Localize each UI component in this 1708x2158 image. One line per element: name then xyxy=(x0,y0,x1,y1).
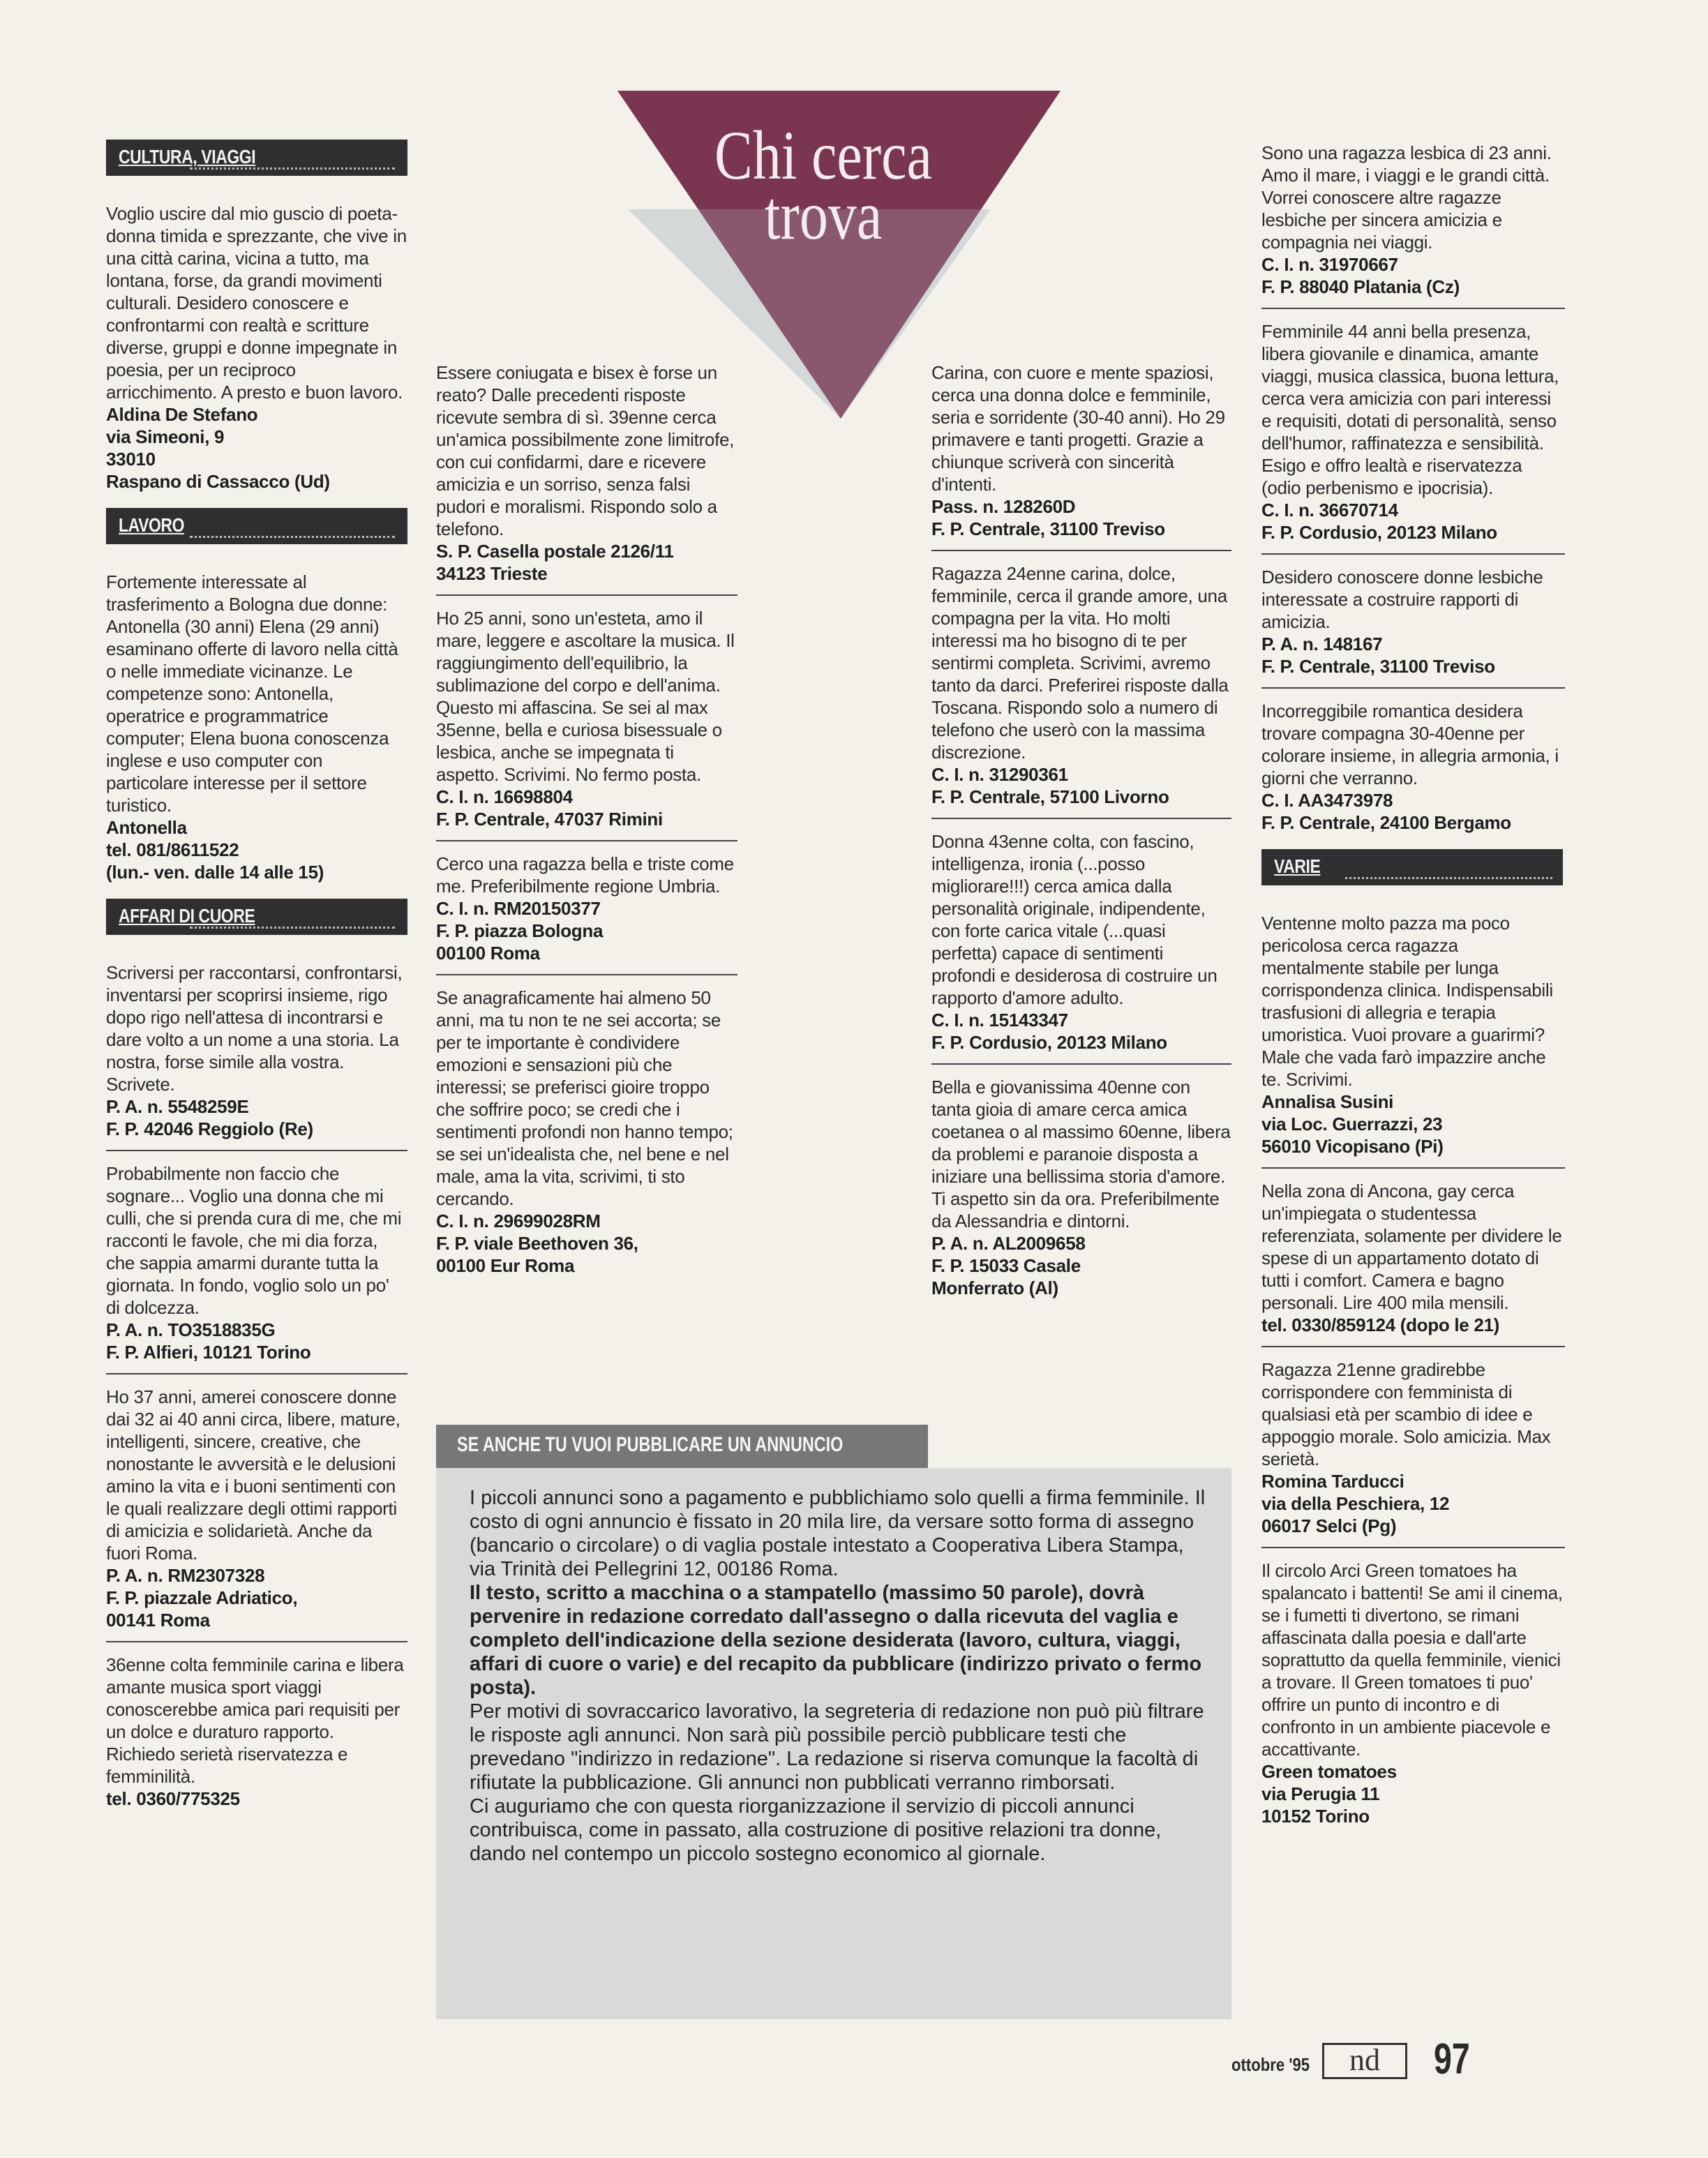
ad-contact: C. I. n. 36670714 F. P. Cordusio, 20123 Milano xyxy=(1261,500,1497,543)
ad-contact: P. A. n. 148167 F. P. Centrale, 31100 Treviso xyxy=(1261,634,1495,677)
ad-text: Ventenne molto pazza ma poco pericolosa cerca ragazza mentalmente stabile per lunga corrispondenza clinica. Indispensabili trasfusioni di allegria e terapia umoristica. Vuoi provare a guarirmi? Male che vada farò impazzire anche te. Scrivimi. xyxy=(1261,913,1553,1090)
ad-separator xyxy=(1261,553,1565,555)
ad-separator xyxy=(1261,1346,1565,1347)
classified-ad xyxy=(1261,912,1565,1157)
ad-separator xyxy=(1261,308,1565,309)
announce-paragraph: Per motivi di sovraccarico lavorativo, la segreteria di redazione non può più filtrare le risposte agli annunci. Non sarà più possibile perciò pubblicare testi che prevedano "indirizzo in redazione". La redazione si riserva comunque la facoltà di rifiutate la pubblicazione. Gli annunci non pubblicati verranno rimborsati. xyxy=(470,1700,1204,1794)
ad-contact: tel. 0360/775325 xyxy=(106,1788,240,1809)
ad-contact: Pass. n. 128260D F. P. Centrale, 31100 Treviso xyxy=(931,496,1165,539)
classified-ad xyxy=(106,571,407,883)
ad-contact: C. I. n. 15143347 F. P. Cordusio, 20123 Milano xyxy=(931,1010,1167,1053)
ad-contact: P. A. n. AL2009658 F. P. 15033 Casale Monferrato (Al) xyxy=(931,1233,1086,1298)
ad-text: 36enne colta femminile carina e libera amante musica sport viaggi conoscerebbe amica pari requisiti per un dolce e duraturo rapporto. Richiedo serietà riservatezza e femminilità. xyxy=(106,1654,404,1787)
ad-text: Cerco una ragazza bella e triste come me. Preferibilmente regione Umbria. xyxy=(436,853,734,897)
ad-text: Ho 25 anni, sono un'esteta, amo il mare, leggere e ascoltare la musica. Il raggiungimento dell'equilibrio, la sublimazione del corpo e dell'anima. Questo mi affascina. Se sei al max 35enne, bella e curiosa bisessuale o lesbica, anche se impegnata ti aspetto. Scrivimi. No fermo posta. xyxy=(436,608,735,785)
ad-separator xyxy=(931,818,1231,819)
classified-ad xyxy=(106,1386,407,1631)
ad-text: Ragazza 24enne carina, dolce, femminile, cerca il grande amore, una compagna per la vita. Ho molti interessi ma ho bisogno di te per sentirmi completa. Scrivimi, avremo tanto da darci. Preferirei risposte dalla Toscana. Rispondo solo a numero di telefono che userò con la massima discrezione. xyxy=(931,563,1229,763)
section-header-cultura xyxy=(106,140,407,177)
classified-ad xyxy=(436,853,737,964)
column-2 xyxy=(436,361,737,1277)
classified-ad xyxy=(106,961,407,1140)
section-header-affari xyxy=(106,899,407,936)
classified-ad xyxy=(1261,142,1565,298)
ad-separator xyxy=(436,840,737,841)
ad-contact: Antonella tel. 081/8611522 (lun.- ven. dalle 14 alle 15) xyxy=(106,817,324,883)
ad-text: Bella e giovanissima 40enne con tanta gioia di amare cerca amica coetanea o al massimo 60enne, libera da problemi e paranoie disposta a iniziare una bellissima storia d'amore. Ti aspetto sin da ora. Preferibilmente da Alessandria e dintorni. xyxy=(931,1077,1231,1231)
ad-separator xyxy=(931,550,1231,551)
ad-contact: tel. 0330/859124 (dopo le 21) xyxy=(1261,1314,1500,1335)
ad-text: Essere coniugata e bisex è forse un reato? Dalle precedenti risposte ricevute sembra di sì. 39enne cerca un'amica possibilmente zone limitrofe, con cui confidarmi, dare e ricevere amicizia e un sorriso, senza falsi pudori e moralismi. Rispondo solo a telefono. xyxy=(436,362,735,539)
column-3 xyxy=(931,361,1231,1299)
classified-ad xyxy=(1261,700,1565,834)
classified-ad xyxy=(1261,1180,1565,1336)
ad-contact: C. I. n. RM20150377 F. P. piazza Bologna 00100 Roma xyxy=(436,898,604,964)
announce-paragraph: I piccoli annunci sono a pagamento e pubblichiamo solo quelli a firma femminile. Il costo di ogni annuncio è fissato in 20 mila lire, da versare sotto forma di assegno (bancario o circolare) o di vaglia postale intestato a Cooperativa Libera Stampa, via Trinità dei Pellegrini 12, 00186 Roma. xyxy=(470,1487,1206,1580)
ad-contact: C. I. AA3473978 F. P. Centrale, 24100 Bergamo xyxy=(1261,790,1511,833)
announce-text xyxy=(470,1486,1213,1866)
ad-text: Fortemente interessate al trasferimento a Bologna due donne: Antonella (30 anni) Elena (29 anni) esaminano offerte di lavoro nella città o nelle immediate vicinanze. Le competenze sono: Antonella, operatrice e programmatrice computer; Elena buona conoscenza inglese e uso computer con particolare interesse per il settore turistico. xyxy=(106,571,398,816)
ad-text: Donna 43enne colta, con fascino, intelligenza, ironia (...posso migliorare!!!) cerca amica dalla personalità originale, indipendente, con forte carica vitale (...quasi perfetta) capace di sentimenti profondi e desiderosa di costruire un rapporto d'amore adulto. xyxy=(931,831,1218,1008)
ad-text: Ragazza 21enne gradirebbe corrispondere con femminista di qualsiasi età per scambio di idee e appoggio morale. Solo amicizia. Max serietà. xyxy=(1261,1359,1551,1469)
page-title: Chi cerca trova xyxy=(714,117,932,254)
ad-text: Probabilmente non faccio che sognare... Voglio una donna che mi culli, che si prenda cura di me, che mi racconti le favole, che mi dia forza, che sappia amarmi durante tutta la giornata. In fondo, voglio solo un po' di dolcezza. xyxy=(106,1163,402,1318)
classified-ad xyxy=(106,1654,407,1810)
ad-text: Desidero conoscere donne lesbiche interessate a costruire rapporti di amicizia. xyxy=(1261,567,1543,632)
ad-contact: C. I. n. 16698804 F. P. Centrale, 47037 Rimini xyxy=(436,786,663,830)
announce-title: SE ANCHE TU VUOI PUBBLICARE UN ANNUNCIO xyxy=(457,1433,844,1456)
ad-text: Nella zona di Ancona, gay cerca un'impiegata o studentessa referenziata, solamente per dividere le spese di un appartamento dotato di tutti i comfort. Camera e bagno personali. Lire 400 mila mensili. xyxy=(1261,1181,1562,1313)
ad-contact: Annalisa Susini via Loc. Guerrazzi, 23 56010 Vicopisano (Pi) xyxy=(1261,1091,1444,1157)
classified-ad xyxy=(1261,1358,1565,1537)
ad-separator xyxy=(1261,1547,1565,1548)
column-4 xyxy=(1261,142,1565,1827)
classified-ad xyxy=(436,987,737,1277)
classified-ad xyxy=(106,1162,407,1363)
ad-separator xyxy=(106,1373,407,1374)
announce-paragraph-bold: Il testo, scritto a macchina o a stampatello (massimo 50 parole), dovrà pervenire in redazione corredato dall'assegno o dalla ricevuta del vaglia e completo dell'indicazione della sezione desiderata (lavoro, cultura, viaggi, affari di cuore o varie) e del recapito da pubblicare (indirizzo privato o fermo posta). xyxy=(470,1582,1202,1699)
ad-text: Voglio uscire dal mio guscio di poeta-donna timida e sprezzante, che vive in una città carina, vicina a tutto, ma lontana, forse, da grandi movimenti culturali. Desidero conoscere e confrontarmi con realtà e scritture diverse, gruppi e donne impegnate in poesia, per un reciproco arricchimento. A presto e buon lavoro. xyxy=(106,203,407,403)
classified-ad xyxy=(1261,1559,1565,1827)
ad-text: Sono una ragazza lesbica di 23 anni. Amo il mare, i viaggi e le grandi città. Vorrei conoscere altre ragazze lesbiche per sincera amicizia e compagnia nei viaggi. xyxy=(1261,142,1552,253)
classified-ad xyxy=(1261,566,1565,677)
ad-contact: P. A. n. 5548259E F. P. 42046 Reggiolo (Re) xyxy=(106,1096,313,1139)
classified-ad xyxy=(931,562,1231,808)
section-title: VARIE xyxy=(1274,855,1321,877)
ad-text: Il circolo Arci Green tomatoes ha spalancato i battenti! Se ami il cinema, se i fumetti ti divertono, se rimani affascinata dalla poesia e dall'arte soprattutto da quella femminile, vienici a trovare. Il Green tomatoes ti puo' offrire un punto di incontro e di confronto in un ambiente piacevole e accattivante. xyxy=(1261,1560,1563,1760)
announce-header xyxy=(436,1425,928,1468)
section-title: AFFARI DI CUORE xyxy=(119,905,255,927)
ad-contact: Aldina De Stefano via Simeoni, 9 33010 Raspano di Cassacco (Ud) xyxy=(106,404,330,492)
classified-ad xyxy=(931,361,1231,540)
ad-separator xyxy=(436,974,737,975)
ad-contact: C. I. n. 29699028RM F. P. viale Beethoven 36, 00100 Eur Roma xyxy=(436,1211,638,1276)
ad-contact: S. P. Casella postale 2126/11 34123 Trieste xyxy=(436,541,674,584)
page-number: 97 xyxy=(1434,2035,1470,2083)
ad-separator xyxy=(436,594,737,596)
issue-date: ottobre '95 xyxy=(1231,2054,1310,2075)
ad-text: Se anagraficamente hai almeno 50 anni, ma tu non te ne sei accorta; se per te importante è condividere emozioni e sensazioni più che interessi; se preferisci gioire troppo che soffrire poco; se credi che i sentimenti profondi non hanno tempo; se sei un'idealista che, nel bene e nel male, ama la vita, scrivimi, ti sto cercando. xyxy=(436,987,733,1209)
classified-ad xyxy=(931,830,1231,1054)
section-title: LAVORO xyxy=(119,514,185,536)
ad-separator xyxy=(1261,1167,1565,1169)
section-title: CULTURA, VIAGGI xyxy=(119,146,256,167)
ad-separator xyxy=(931,1063,1231,1065)
classified-ad xyxy=(436,607,737,830)
ad-separator xyxy=(106,1150,407,1151)
ad-text: Scriversi per raccontarsi, confrontarsi, inventarsi per scoprirsi insieme, rigo dopo rigo nell'attesa di incontrarsi e dare volto a un nome a una storia. La nostra, forse simile alla vostra. Scrivete. xyxy=(106,962,403,1095)
ad-contact: P. A. n. TO3518835G F. P. Alfieri, 10121 Torino xyxy=(106,1319,311,1363)
ad-separator xyxy=(106,1641,407,1642)
classified-ad xyxy=(931,1076,1231,1299)
ad-text: Incorreggibile romantica desidera trovare compagna 30-40enne per colorare insieme, in allegria armonia, i giorni che verranno. xyxy=(1261,700,1559,788)
ad-text: Ho 37 anni, amerei conoscere donne dai 32 ai 40 anni circa, libere, mature, intelligenti, sincere, creative, che nonostante le avversità e le delusioni amino la vita e i buoni sentimenti con le quali realizzare degli ottimi rapporti di amicizia e solidarietà. Anche da fuori Roma. xyxy=(106,1386,400,1564)
announce-box xyxy=(436,1468,1231,2019)
section-header-varie xyxy=(1261,849,1565,887)
ad-contact: C. I. n. 31970667 F. P. 88040 Platania (Cz) xyxy=(1261,254,1460,297)
ad-contact: P. A. n. RM2307328 F. P. piazzale Adriatico, 00141 Roma xyxy=(106,1565,298,1631)
classified-ad xyxy=(106,202,407,493)
classified-ad xyxy=(436,361,737,585)
column-1 xyxy=(106,140,407,1810)
ad-contact: Green tomatoes via Perugia 11 10152 Torino xyxy=(1261,1761,1397,1827)
ad-text: Femminile 44 anni bella presenza, libera giovanile e dinamica, amante viaggi, musica classica, buona lettura, cerca vera amicizia con pari interessi e requisiti, dotati di personalità, senso dell'humor, raffinatezza e sensibilità. Esigo e offro lealtà e riservatezza (odio perbenismo e ipocrisia). xyxy=(1261,321,1559,498)
ad-separator xyxy=(1261,687,1565,689)
ad-contact: Romina Tarducci via della Peschiera, 12 06017 Selci (Pg) xyxy=(1261,1471,1450,1536)
ad-contact: C. I. n. 31290361 F. P. Centrale, 57100 Livorno xyxy=(931,764,1169,807)
classified-ad xyxy=(1261,320,1565,544)
announce-paragraph: Ci auguriamo che con questa riorganizzazione il servizio di piccoli annunci contribuisca, come in passato, alla costruzione di positive relazioni tra donne, dando nel contempo un piccolo sostegno economico al giornale. xyxy=(470,1795,1162,1865)
section-header-lavoro xyxy=(106,508,407,546)
magazine-logo: nd xyxy=(1322,2043,1407,2079)
ad-text: Carina, con cuore e mente spaziosi, cerca una donna dolce e femminile, seria e sorridente (30-40 anni). Ho 29 primavere e tanti progetti. Grazie a chiunque scriverà con sincerità d'intenti. xyxy=(931,362,1225,495)
